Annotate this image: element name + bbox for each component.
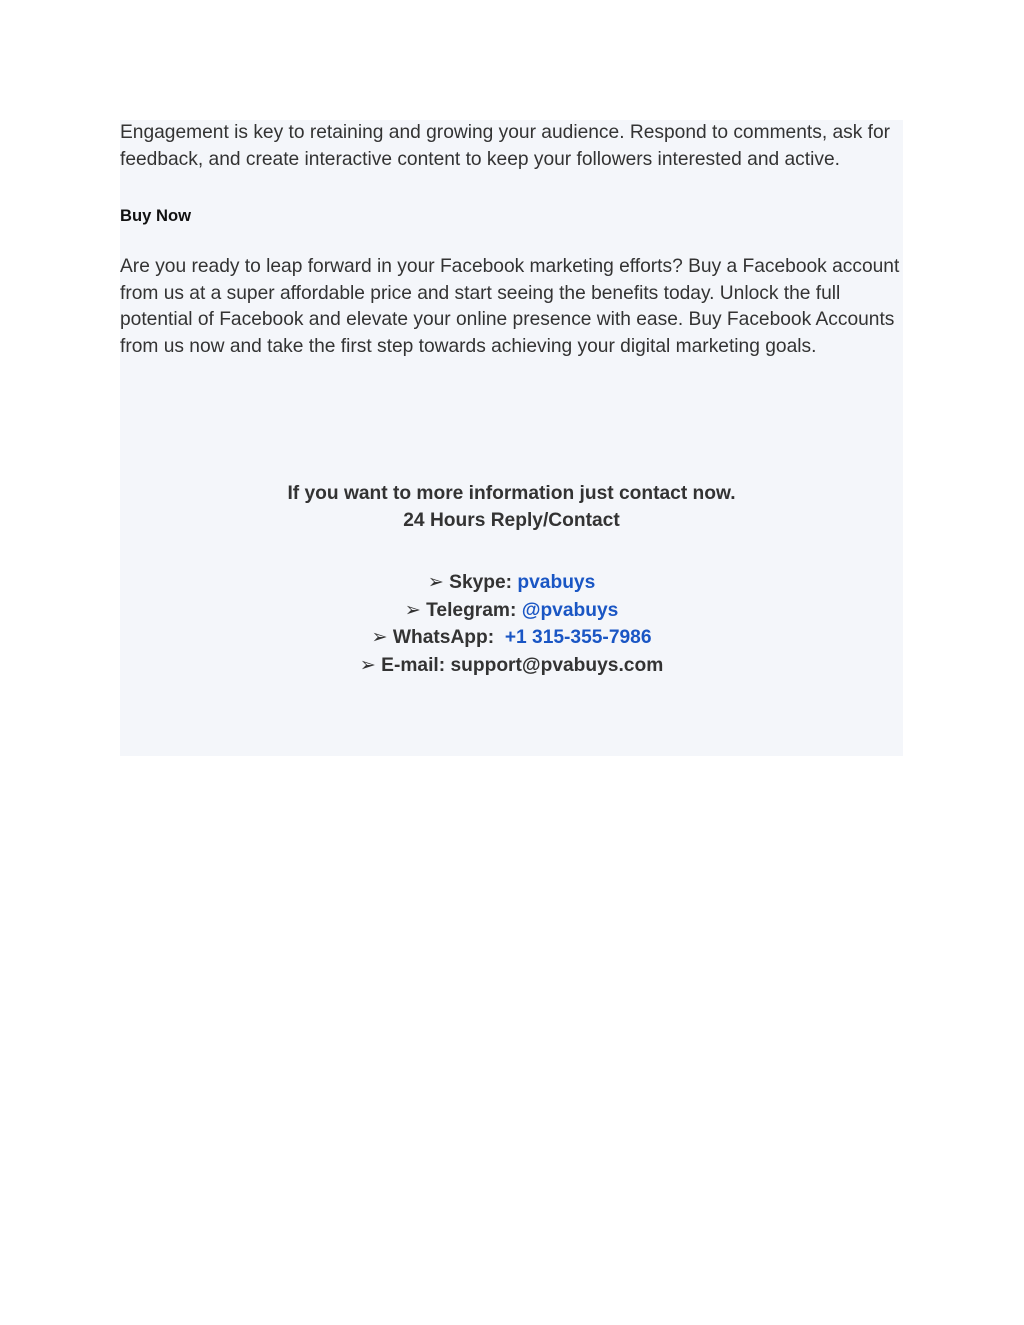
email-line xyxy=(120,652,903,680)
whatsapp-label: WhatsApp: xyxy=(392,627,495,648)
skype-label: Skype: xyxy=(449,572,513,593)
engagement-paragraph: Engagement is key to retaining and growing your audience. Respond to comments, ask for feedback, and create interactive content to keep your followers interested and active. xyxy=(120,122,891,170)
telegram-link[interactable]: @pvabuys xyxy=(521,599,619,621)
arrow-icon: ➢ xyxy=(371,625,388,648)
arrow-icon: ➢ xyxy=(404,597,421,621)
contact-heading: If you want to more information just contact now. xyxy=(287,483,736,504)
contact-subheading: 24 Hours Reply/Contact xyxy=(403,509,620,531)
arrow-icon: ➢ xyxy=(427,570,444,593)
email-label: E-mail: xyxy=(381,654,446,676)
skype-line xyxy=(120,569,903,597)
email-value: support@pvabuys.com xyxy=(450,654,664,676)
skype-link[interactable]: pvabuys xyxy=(517,572,596,593)
telegram-label: Telegram: xyxy=(426,599,517,621)
buy-now-heading: Buy Now xyxy=(120,206,191,225)
arrow-icon: ➢ xyxy=(359,652,376,676)
pitch-paragraph: Are you ready to leap forward in your Facebook marketing efforts? Buy a Facebook account from us at a super affordable price and start seeing the benefits today. Unlock the full potential of Facebook and elevate your online presence with ease. Buy Facebook Accounts from us now and take the first step towards achieving your digital marketing goals. xyxy=(120,256,900,357)
whatsapp-link[interactable]: +1 315-355-7986 xyxy=(504,627,652,648)
telegram-line xyxy=(120,597,903,625)
content-panel xyxy=(120,120,903,756)
whatsapp-line xyxy=(120,624,903,652)
contact-block xyxy=(120,481,903,679)
